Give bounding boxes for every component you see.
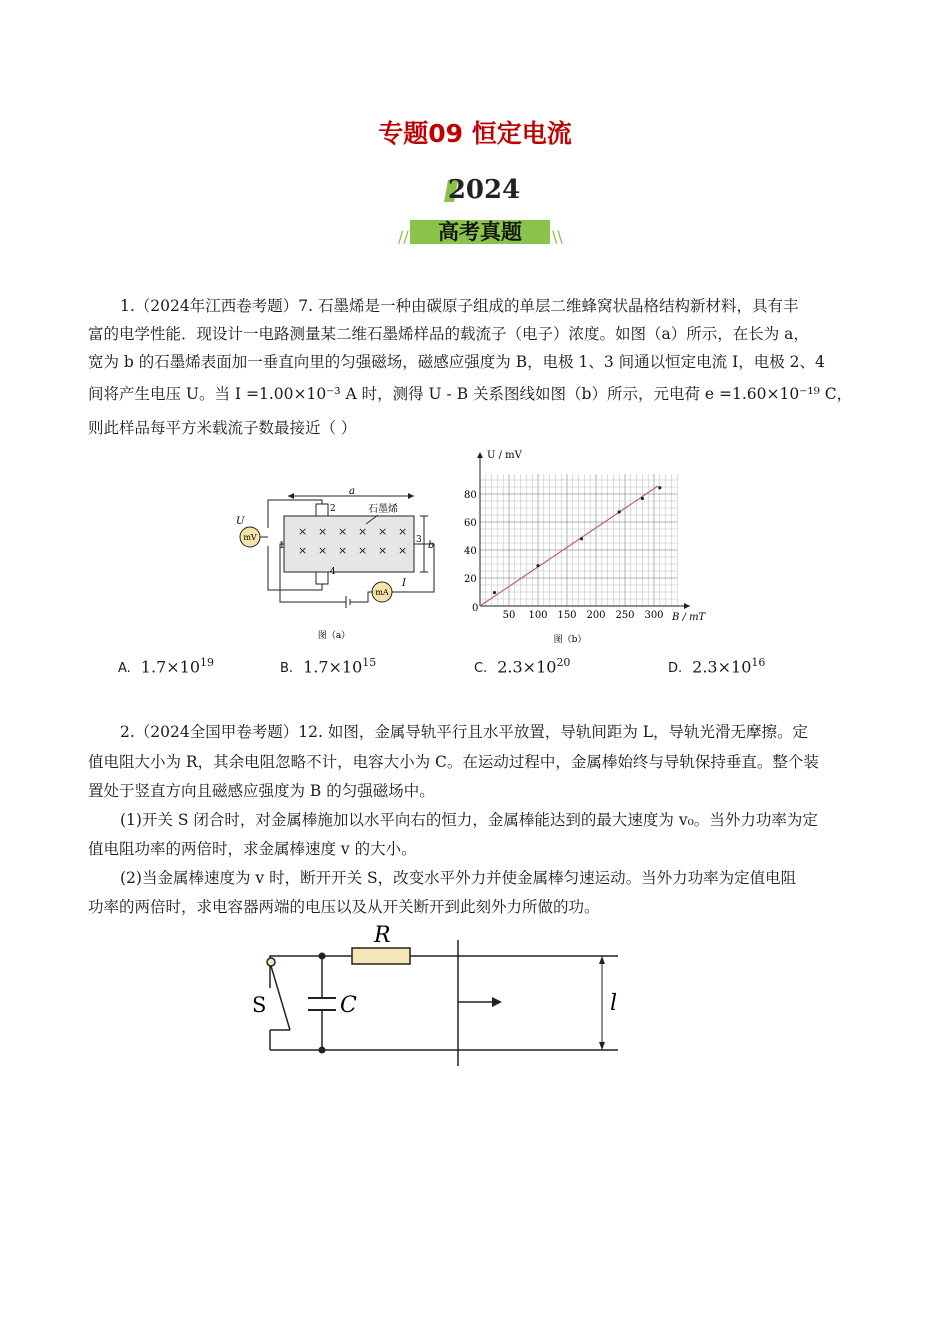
resistor-label: R: [374, 923, 391, 948]
label-U: U: [236, 516, 245, 527]
badge-year: 2024: [447, 175, 521, 205]
graph-xlabel: B / mT: [672, 612, 706, 623]
svg-text:×: ×: [298, 525, 308, 538]
svg-text:×: ×: [398, 544, 408, 557]
x-tick-label: 100: [528, 610, 548, 621]
q1-line-2: 富的电学性能．现设计一电路测量某二维石墨烯样品的载流子（电子）浓度。如图（a）所示，在长为 a，: [88, 325, 809, 343]
graph-ylabel: U / mV: [487, 450, 522, 461]
svg-text:×: ×: [358, 544, 368, 557]
switch-icon: [271, 966, 290, 1030]
answer-options: [118, 656, 878, 686]
data-point: [658, 486, 661, 489]
graph-origin: 0: [472, 603, 479, 614]
electrode-4: 4: [330, 567, 336, 577]
svg-text:×: ×: [358, 525, 368, 538]
option-a[interactable]: A. $1.7\times 10^{19}$: [118, 656, 215, 677]
badge-label: 高考真题: [438, 220, 522, 244]
svg-text:×: ×: [298, 544, 308, 557]
q2-line-7: 功率的两倍时，求电容器两端的电压以及从开关断开到此刻外力所做的功。: [88, 898, 600, 916]
data-point: [641, 497, 644, 500]
y-tick-label: 60: [464, 518, 477, 529]
x-tick-label: 50: [502, 610, 516, 621]
label-a: a: [349, 486, 355, 497]
badge-slash-right: \\: [552, 227, 563, 246]
q1-line-5: 则此样品每平方米载流子数最接近（ ）: [88, 419, 357, 437]
option-b[interactable]: B. $1.7\times 10^{15}$: [280, 656, 377, 677]
data-point: [618, 510, 621, 513]
svg-text:mV: mV: [243, 533, 257, 542]
q1-line-4: 间将产生电压 U。当 I =1.00×10⁻³ A 时，测得 U - B 关系图线如图（b）所示，元电荷 e =1.60×10⁻¹⁹ C，: [88, 385, 853, 403]
svg-text:×: ×: [338, 544, 348, 557]
label-I: I: [402, 578, 406, 589]
q2-line-2: 值电阻大小为 R，其余电阻忽略不计，电容大小为 C。在运动过程中，金属棒始终与导轨保持垂直。整个装: [88, 753, 819, 771]
figure-a-circuit: [228, 480, 456, 650]
svg-text:×: ×: [338, 525, 348, 538]
spacing-label: l: [610, 991, 618, 1016]
graphene-label: 石墨烯: [368, 504, 398, 515]
svg-text:×: ×: [318, 544, 328, 557]
badge-slash-left: //: [398, 227, 409, 246]
svg-text:×: ×: [378, 525, 388, 538]
electrode-3: 3: [416, 535, 422, 545]
x-tick-label: 150: [557, 610, 577, 621]
electrode-2: 2: [330, 504, 336, 514]
figure-b-caption: 图（b）: [553, 635, 587, 645]
x-tick-label: 250: [615, 610, 635, 621]
q1-line-3: 宽为 b 的石墨烯表面加一垂直向里的匀强磁场，磁感应强度为 B，电极 1、3 间通以恒定电流 I，电极 2、4: [88, 353, 825, 371]
option-c[interactable]: C. $2.3\times 10^{20}$: [474, 656, 571, 677]
svg-text:×: ×: [398, 525, 408, 538]
x-tick-label: 300: [644, 610, 664, 621]
page-title: 专题09 恒定电流: [378, 119, 572, 148]
figure-b-graph: [460, 444, 715, 649]
year-badge: [380, 172, 580, 250]
option-d[interactable]: D. $2.3\times 10^{16}$: [668, 656, 766, 677]
arrow-right-icon: [492, 997, 502, 1007]
q2-line-6: (2)当金属棒速度为 v 时，断开开关 S，改变水平外力并使金属棒匀速运动。当外力功率为定值电阻: [120, 869, 797, 887]
q2-line-3: 置处于竖直方向且磁感应强度为 B 的匀强磁场中。: [88, 782, 435, 800]
capacitor-label: C: [340, 993, 357, 1018]
y-tick-label: 80: [464, 490, 477, 501]
data-point: [580, 537, 583, 540]
figure-a-caption: 图（a）: [317, 631, 351, 641]
svg-text:mA: mA: [375, 588, 389, 597]
resistor-icon: [352, 948, 410, 964]
switch-label: S: [252, 993, 267, 1017]
q2-line-5: 值电阻功率的两倍时，求金属棒速度 v 的大小。: [88, 840, 417, 858]
q2-line-4: (1)开关 S 闭合时，对金属棒施加以水平向右的恒力，金属棒能达到的最大速度为 v₀。当外力功率为定: [120, 811, 818, 829]
label-b: b: [428, 540, 435, 551]
fit-line: [480, 486, 658, 606]
switch-pivot: [267, 958, 275, 966]
figure-q2-circuit: [240, 918, 630, 1068]
data-point: [493, 591, 496, 594]
svg-text:×: ×: [318, 525, 328, 538]
q1-line-1: 1.（2024年江西卷考题）7. 石墨烯是一种由碳原子组成的单层二维蜂窝状晶格结构新材料，具有丰: [120, 297, 799, 315]
y-tick-label: 20: [464, 574, 477, 585]
electrode-1: 1: [279, 541, 285, 551]
q2-line-1: 2.（2024全国甲卷考题）12. 如图，金属导轨平行且水平放置，导轨间距为 L，导轨光滑无摩擦。定: [120, 723, 809, 741]
data-point: [536, 564, 539, 567]
y-tick-label: 40: [464, 546, 477, 557]
svg-text:×: ×: [378, 544, 388, 557]
x-tick-label: 200: [586, 610, 606, 621]
